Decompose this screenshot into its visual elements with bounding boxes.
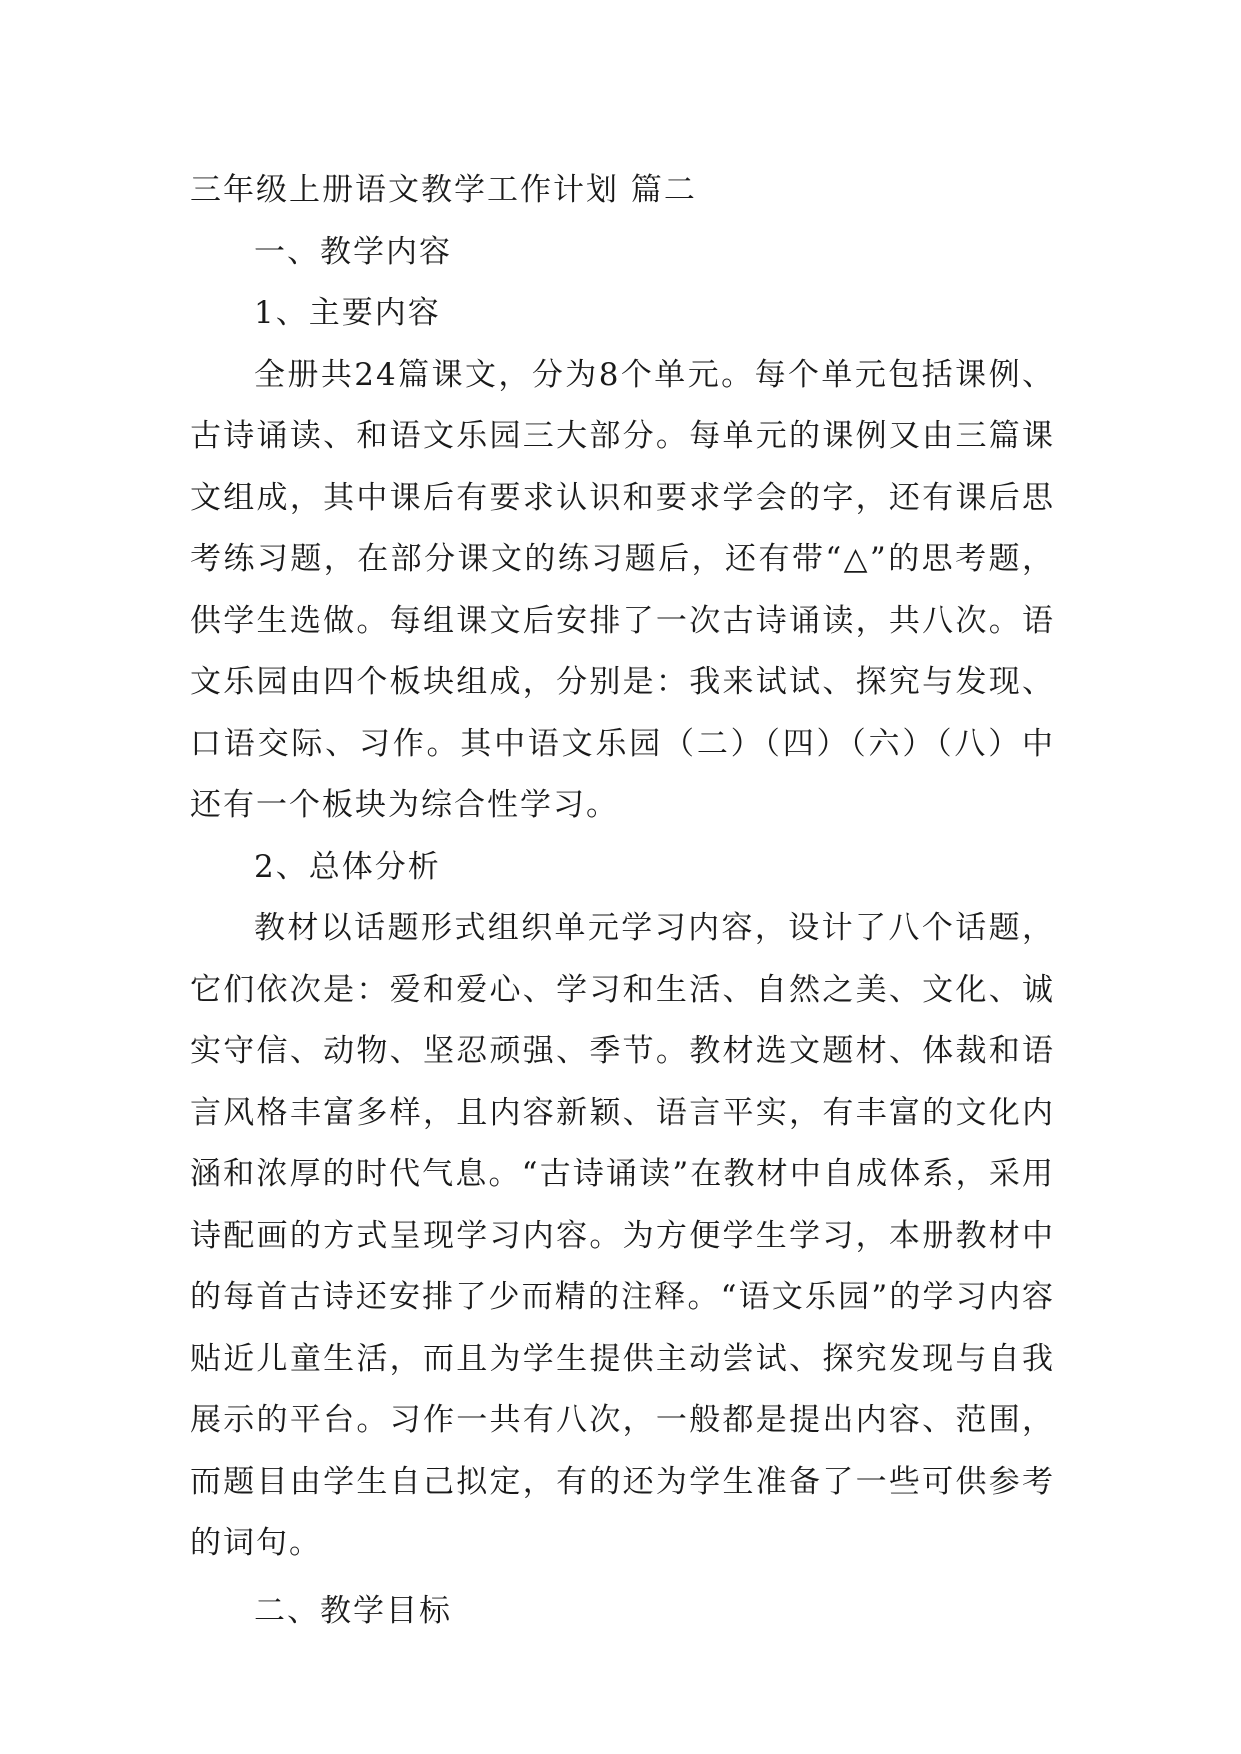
document-page — [190, 160, 1055, 1642]
section-heading-teaching-content: 一、教学内容 — [254, 233, 452, 270]
paragraph-overall-analysis: 教材以话题形式组织单元学习内容，设计了八个话题，它们依次是：爱和爱心、学习和生活、自然之美、文化、诚实守信、动物、坚忍顽强、季节。教材选文题材、体裁和语言风格丰富多样，且内容新颖、语言平实，有丰富的文化内涵和浓厚的时代气息。“古诗诵读”在教材中自成体系，采用诗配画的方式呈现学习内容。为方便学生学习，本册教材中的每首古诗还安排了少而精的注释。“语文乐园”的学习内容贴近儿童生活，而且为学生提供主动尝试、探究发现与自我展示的平台。习作一共有八次，一般都是提出内容、范围，而题目由学生自己拟定，有的还为学生准备了一些可供参考的词句。 — [190, 910, 1055, 1561]
document-title: 三年级上册语文教学工作计划 篇二 — [190, 172, 697, 208]
subheading-main-content: 1、主要内容 — [254, 295, 441, 331]
subheading-overall-analysis: 2、总体分析 — [254, 848, 441, 885]
paragraph-main-content: 全册共24篇课文，分为8个单元。每个单元包括课例、古诗诵读、和语文乐园三大部分。每单元的课例又由三篇课文组成，其中课后有要求认识和要求学会的字，还有课后思考练习题，在部分课文的练习题后，还有带“△”的思考题，供学生选做。每组课文后安排了一次古诗诵读，共八次。语文乐园由四个板块组成，分别是：我来试试、探究与发现、口语交际、习作。其中语文乐园（二）（四）（六）（八）中还有一个板块为综合性学习。 — [190, 356, 1055, 823]
section-heading-teaching-goals: 二、教学目标 — [254, 1592, 452, 1629]
